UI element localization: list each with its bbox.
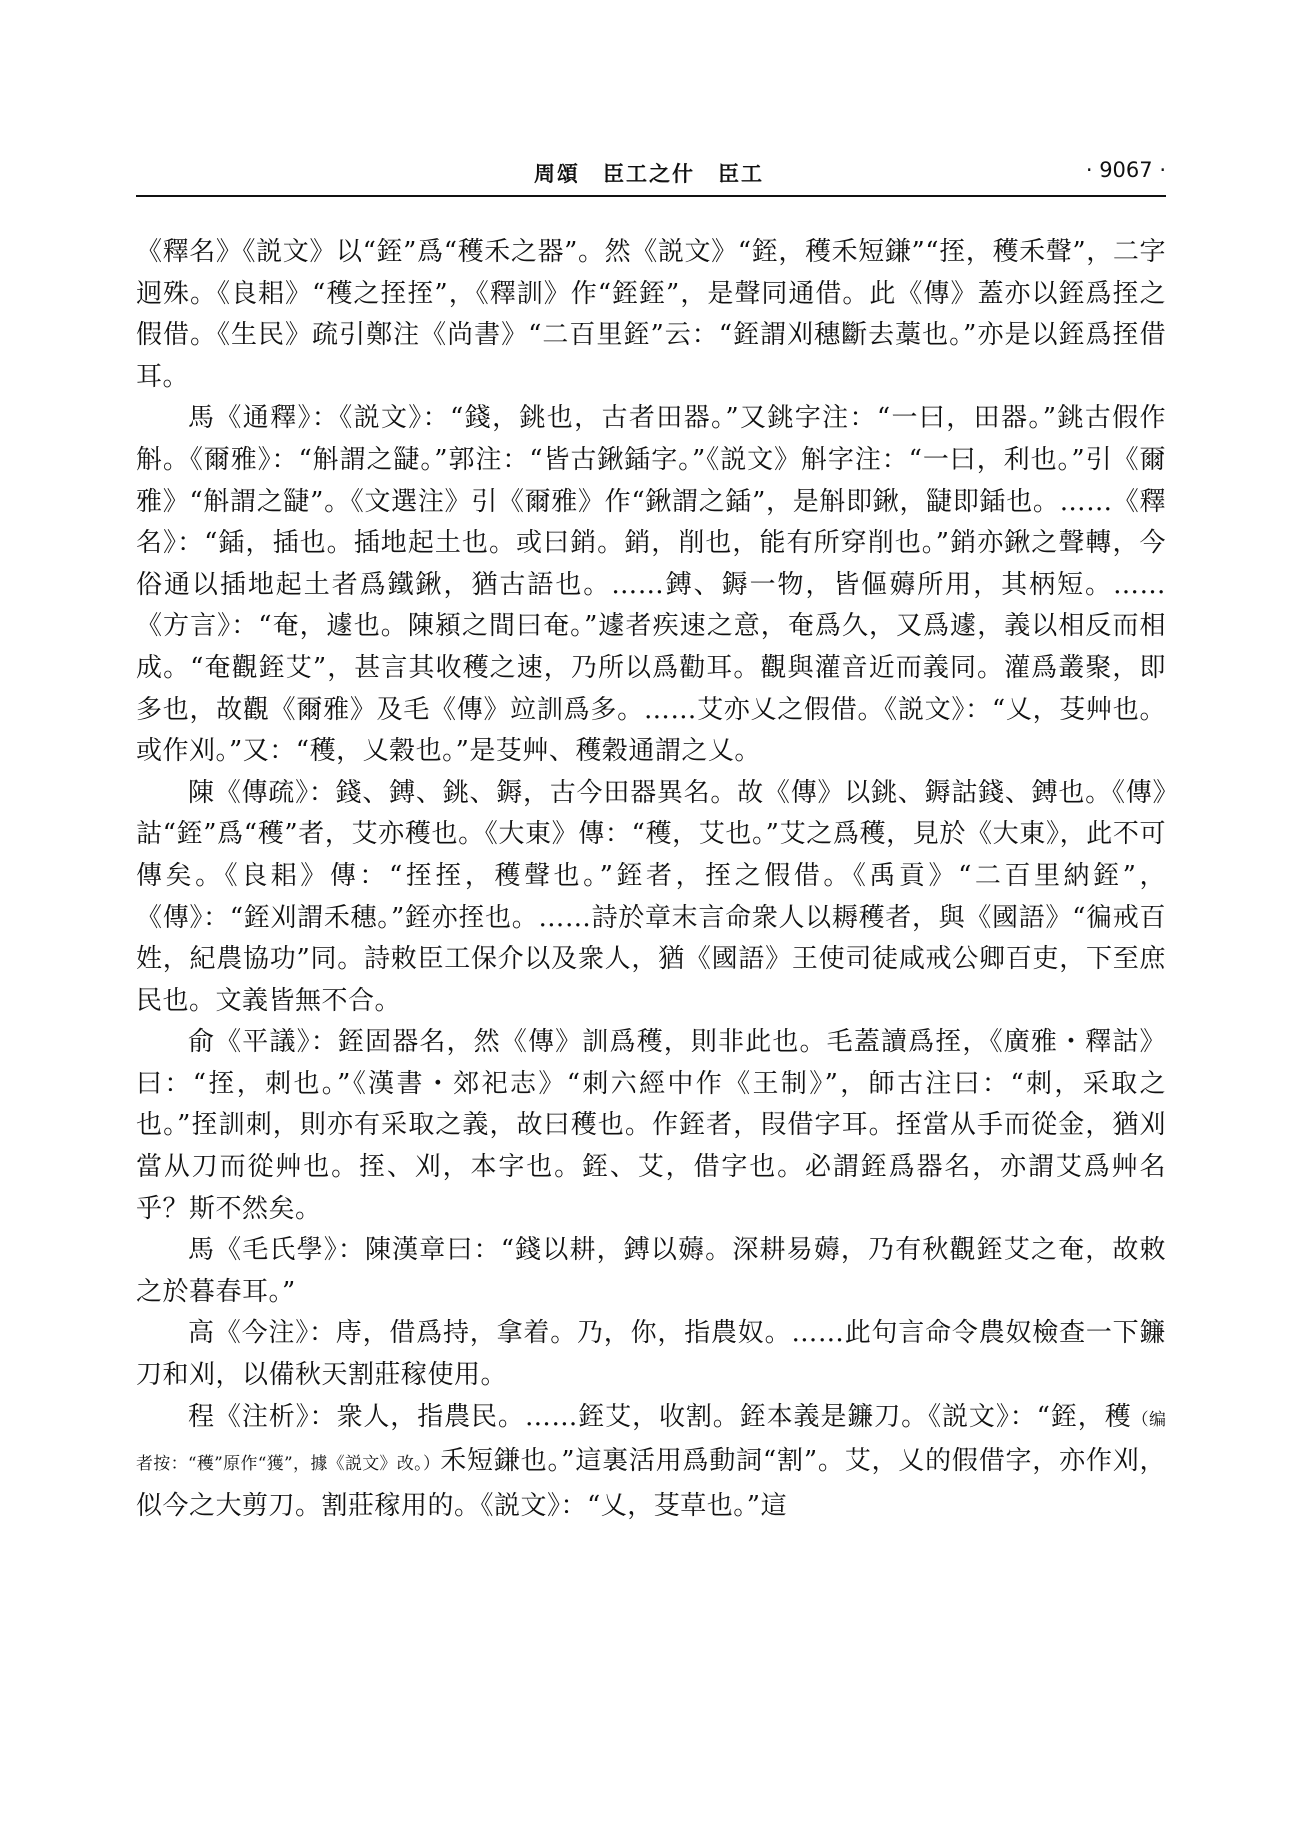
paragraph-chen-zhuanshu: 陳《傳疏》：錢、鎛、銚、鎒，古今田器異名。故《傳》以銚、鎒詁錢、鎛也。《傳》詁“銍”爲“穫”者，艾亦穫也。《大東》傳：“穫，艾也。”艾之爲穫，見於《大東》，此不可傳矣。《良耜》傳：“挃挃，穫聲也。”銍者，挃之假借。《禹貢》“二百里納銍”，《傳》：“銍刈謂禾穗。”銍亦挃也。……詩於章末言命衆人以耨穫者，與《國語》“徧戒百姓，紀農協功”同。詩敕臣工保介以及衆人，猶《國語》王使司徒咸戒公卿百吏，下至庶民也。文義皆無不合。 <box>136 777 1166 1016</box>
running-head <box>136 158 1166 194</box>
page-number: · 9067 · <box>1085 158 1166 182</box>
header-rule <box>136 195 1166 197</box>
editor-note: （编者按：“穫”原作“獲”，據《説文》改。） <box>136 1409 1167 1475</box>
paragraph-gao-jinzhu: 高《今注》：庤，借爲持，拿着。乃，你，指農奴。……此句言命令農奴檢查一下鐮刀和刈，以備秋天割莊稼使用。 <box>136 1318 1166 1391</box>
paragraph-cheng-zhuxi-part2: 禾短鎌也。”這裏活用爲動詞“割”。艾，乂的假借字，亦作刈，似今之大剪刀。割莊稼用的。《説文》：“乂，芟草也。”這 <box>136 1446 1166 1521</box>
paragraph-cheng-zhuxi <box>136 1397 1166 1528</box>
paragraph-ma-maoshixue: 馬《毛氏學》：陳漢章曰：“錢以耕，鎛以薅。深耕易薅，乃有秋觀銍艾之奄，故敕之於暮春耳。” <box>136 1235 1166 1307</box>
running-title: 周頌 臣工之什 臣工 <box>534 161 764 186</box>
paragraph-cheng-zhuxi-part1: 程《注析》：衆人，指農民。……銍艾，收割。銍本義是鐮刀。《説文》：“銍，穫 <box>188 1401 1132 1432</box>
paragraph-ma-tongshi: 馬《通釋》：《説文》：“錢，銚也，古者田器。”又銚字注：“一曰，田器。”銚古假作斛。《爾雅》：“斛謂之疀。”郭注：“皆古鍬鍤字。”《説文》斛字注：“一曰，利也。”引《爾雅》“斛謂之疀”。《文選注》引《爾雅》作“鍬謂之鍤”，是斛即鍬，疀即鍤也。……《釋名》：“鍤，插也。插地起土也。或曰銷。銷，削也，能有所穿削也。”銷亦鍬之聲轉，今俗通以插地起土者爲鐵鍬，猶古語也。……鎛、鎒一物，皆傴薅所用，其柄短。……《方言》：“奄，遽也。陳潁之間曰奄。”遽者疾速之意，奄爲久，又爲遽，義以相反而相成。“奄觀銍艾”，甚言其收穫之速，乃所以爲勸耳。觀與灌音近而義同。灌爲叢聚，即多也，故觀《爾雅》及毛《傳》竝訓爲多。……艾亦乂之假借。《説文》：“乂，芟艸也。或作刈。”又：“穫，乂穀也。”是芟艸、穫穀通謂之乂。 <box>136 403 1166 767</box>
paragraph-yu-pingyi: 俞《平議》：銍固器名，然《傳》訓爲穫，則非此也。毛蓋讀爲挃，《廣雅・釋詁》曰：“挃，刺也。”《漢書・郊祀志》“刺六經中作《王制》”，師古注曰：“刺，采取之也。”挃訓刺，則亦有采取之義，故曰穫也。作銍者，叚借字耳。挃當从手而從金，猶刈當从刀而從艸也。挃、刈，本字也。銍、艾，借字也。必謂銍爲器名，亦謂艾爲艸名乎？斯不然矣。 <box>136 1027 1166 1224</box>
paragraph-shiming: 《釋名》《説文》以“銍”爲“穫禾之器”。然《説文》“銍，穫禾短鎌”“挃，穫禾聲”，二字迥殊。《良耜》“穫之挃挃”，《釋訓》作“銍銍”，是聲同通借。此《傳》蓋亦以銍爲挃之假借。《生民》疏引鄭注《尚書》“二百里銍”云：“銍謂刈穗斷去藁也。”亦是以銍爲挃借耳。 <box>136 237 1166 392</box>
body-text <box>136 232 1166 1527</box>
